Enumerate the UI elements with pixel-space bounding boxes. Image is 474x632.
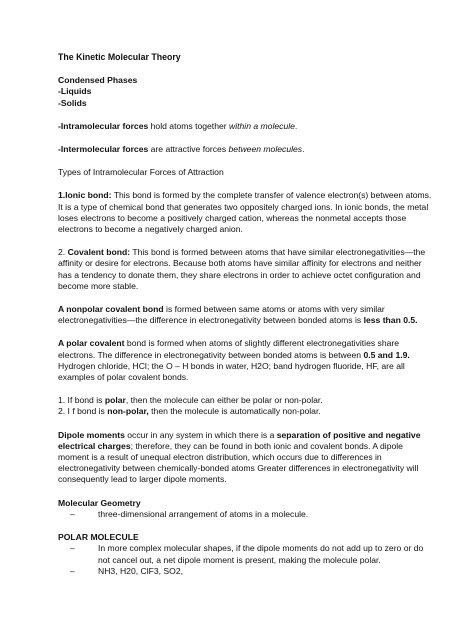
- intermolecular-paragraph: [58, 144, 432, 155]
- phase-item-solids: [58, 98, 432, 109]
- covalent-text: This bond is formed between atoms that have similar electronegativities—the affinity or desire for electrons. Because both atoms have similar affinity for electrons and neither has a tendency to donate them, they share electrons in order to achieve octet configuration and become more stable.: [58, 247, 426, 291]
- rule-1-a: 1. If bond is: [58, 395, 105, 406]
- dipole-paragraph: [58, 430, 432, 486]
- polar-molecule-heading-text: POLAR MOLECULE: [58, 532, 139, 543]
- polar-label: A polar covalent: [58, 338, 125, 349]
- nonpolar-text: is formed between same atoms or atoms with very similar electronegativities—the difference in electronegativity between bonded atoms is: [58, 304, 385, 326]
- geometry-bullet: – three-dimensional arrangement of atoms in a molecule.: [70, 509, 432, 520]
- dipole-text-2: ; therefore, they can be found in both ionic and covalent bonds. A dipole moment is a result of unequal electron distribution, which occurs due to differences in electronegativity between chemically-bonded atoms Greater differences in electronegativity will consequently lead to larger dipole moments.: [58, 440, 419, 485]
- rule-2-c: then the molecule is automatically non-polar.: [148, 406, 321, 417]
- inter-end: .: [302, 144, 305, 155]
- phases-heading-text: Condensed Phases: [58, 75, 138, 86]
- rule-1-c: , then the molecule can either be polar or non-polar.: [125, 395, 323, 406]
- polar-text-2: Hydrogen chloride, HCl; the O – H bonds in water, H2O; band hydrogen fluoride, HF, are all examples of polar covalent bonds.: [58, 360, 405, 383]
- covalent-prefix: 2.: [58, 247, 68, 258]
- inter-italic: between molecules: [228, 144, 303, 155]
- nonpolar-threshold: less than 0.5.: [363, 315, 418, 326]
- dipole-bold: separation of positive and negative electrical charges: [58, 429, 421, 451]
- ionic-text: This bond is formed by the complete transfer of valence electron(s) between atoms. It is a type of chemical bond that generates two oppositely charged ions. In ionic bonds, the metal loses electrons to become a positively charged cation, whereas the nonmetal accepts those electrons to become a negatively charged anion.: [58, 190, 432, 235]
- covalent-bond-paragraph: [58, 247, 432, 292]
- phase-item-solids-text: -Solids: [58, 97, 87, 108]
- nonpolar-label: A nonpolar covalent bond: [58, 304, 164, 315]
- intra-mid: hold atoms together: [148, 120, 229, 131]
- polar-range-high: and 1.9.: [377, 349, 410, 360]
- intra-end: .: [294, 120, 298, 131]
- intra-italic: within a molecule: [229, 120, 295, 131]
- phase-item-liquids-text: -Liquids: [58, 86, 92, 97]
- polar-range-low: 0.5: [363, 349, 376, 360]
- geometry-heading: [58, 498, 432, 509]
- polar-molecule-heading: [58, 532, 432, 543]
- inter-mid: are attractive forces: [148, 144, 229, 155]
- rule-2-a: 2. I f bond is: [58, 406, 108, 417]
- intramolecular-paragraph: [58, 121, 432, 132]
- phase-item-liquids: [58, 86, 432, 97]
- polar-molecule-bullet-1: – In more complex molecular shapes, if the dipole moments do not add up to zero or do not cancel out, a net dipole moment is present, making the molecule polar.: [70, 543, 432, 565]
- geometry-heading-text: Molecular Geometry: [58, 497, 141, 508]
- ionic-bond-paragraph: [58, 190, 432, 235]
- polar-covalent-paragraph: [58, 338, 432, 383]
- polar-text-1: bond is formed when atoms of slightly different electronegativities share electrons. The difference in electronegativity between bonded atoms is between: [58, 338, 400, 360]
- rule-1-b: polar: [104, 395, 126, 406]
- covalent-label: Covalent bond:: [67, 247, 131, 258]
- intra-term: -Intramolecular forces: [58, 120, 149, 131]
- rule-2: [58, 406, 432, 417]
- types-heading: Types of Intramolecular Forces of Attraction: [58, 167, 224, 178]
- document-title: The Kinetic Molecular Theory: [58, 52, 181, 62]
- inter-term: -Intermolecular forces: [58, 144, 149, 155]
- polar-molecule-bullet-2: – NH3, H20, ClF3, SO2,: [70, 566, 432, 577]
- ionic-label: 1.Ionic bond:: [58, 190, 112, 201]
- nonpolar-paragraph: [58, 304, 432, 326]
- dipole-text-1: occur in any system in which there is a: [124, 429, 277, 440]
- rule-1: [58, 395, 432, 406]
- dipole-label: Dipole moments: [58, 429, 125, 440]
- rule-2-b: non-polar,: [107, 406, 149, 417]
- phases-heading: [58, 75, 432, 86]
